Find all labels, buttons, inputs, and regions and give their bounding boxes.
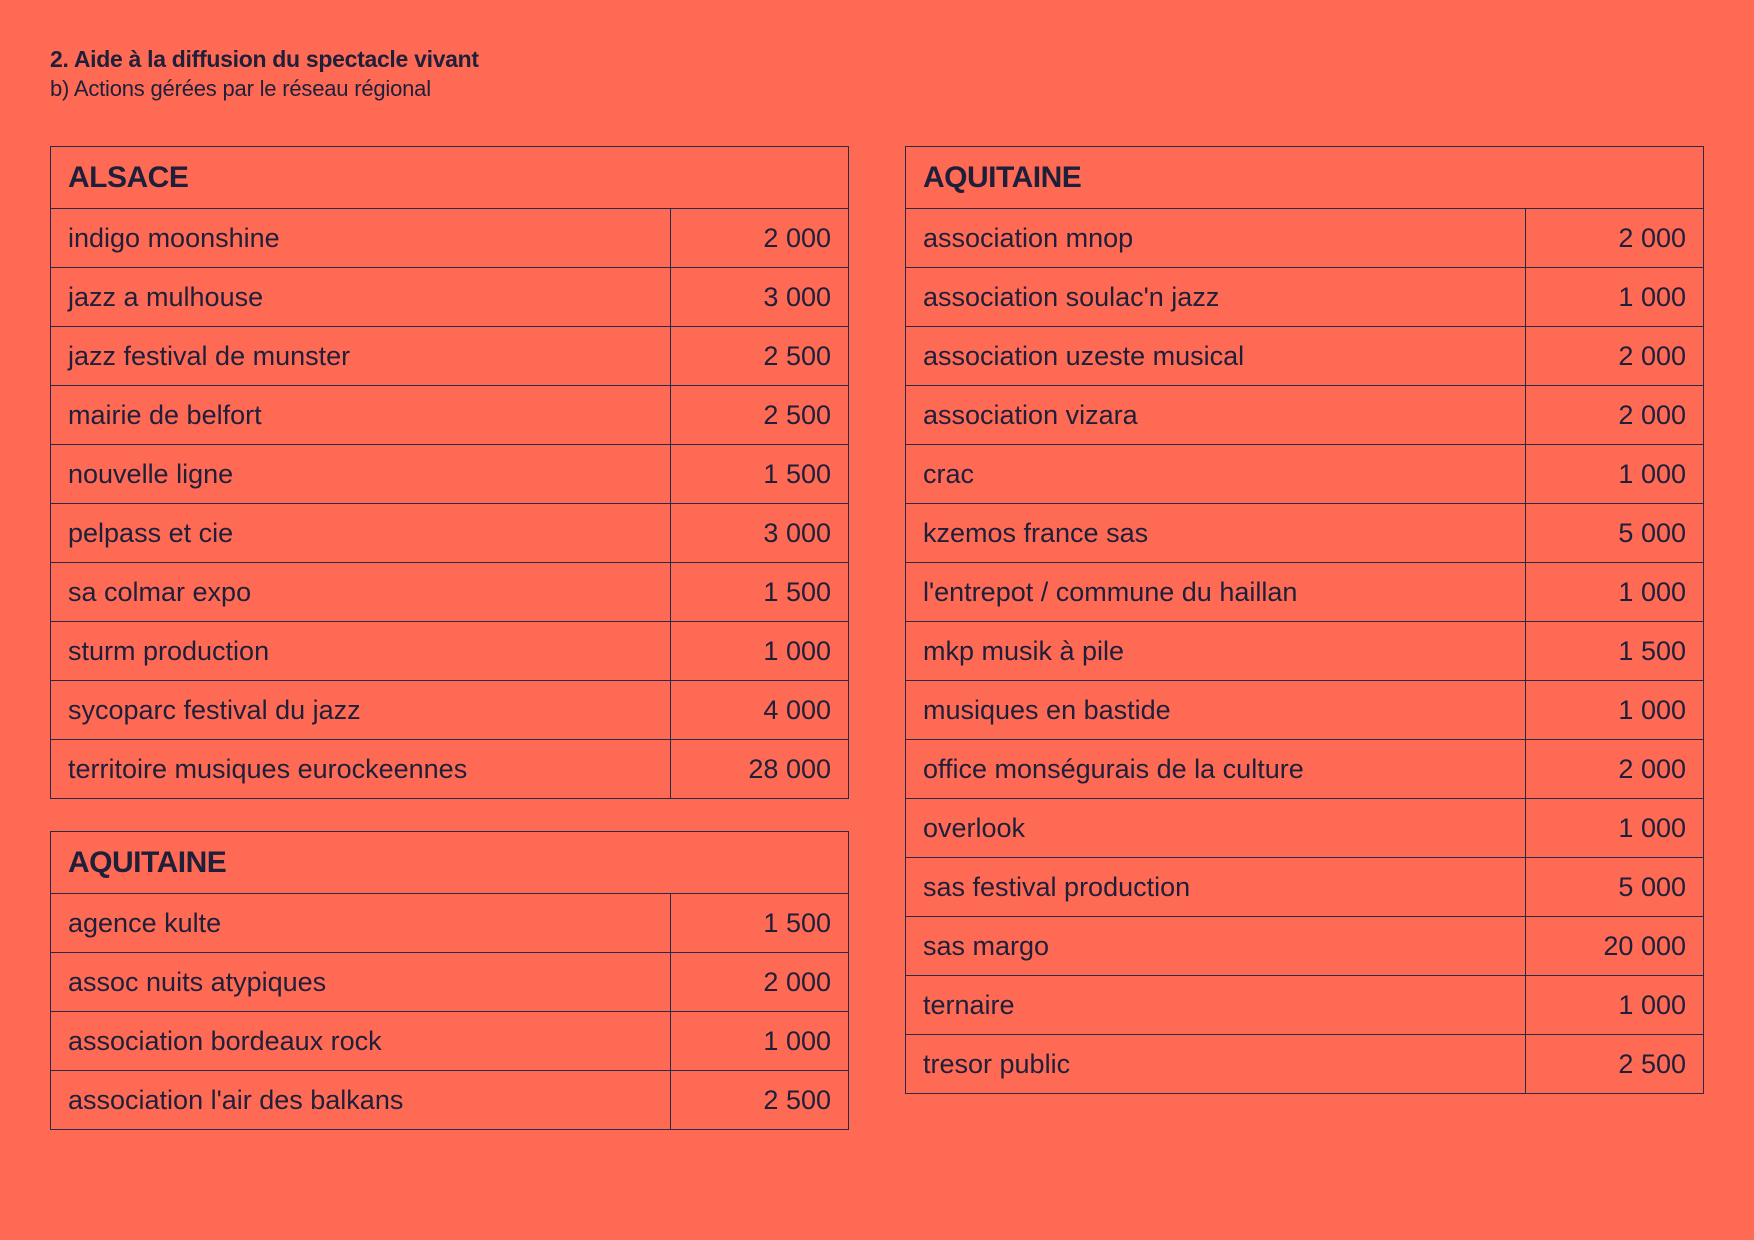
beneficiary-name: agence kulte [51,894,671,953]
table-aquitaine-2 [905,146,1704,1094]
beneficiary-name: crac [906,445,1526,504]
beneficiary-name: tresor public [906,1035,1526,1094]
amount-cell: 1 000 [1526,681,1704,740]
beneficiary-name: territoire musiques eurockeennes [51,740,671,799]
table-row [906,327,1704,386]
amount-cell: 2 500 [1526,1035,1704,1094]
table-row [906,917,1704,976]
table-row [906,445,1704,504]
beneficiary-name: jazz festival de munster [51,327,671,386]
amount-cell: 1 500 [671,445,849,504]
beneficiary-name: musiques en bastide [906,681,1526,740]
beneficiary-name: indigo moonshine [51,209,671,268]
table-row [51,622,849,681]
beneficiary-name: ternaire [906,976,1526,1035]
table-row [51,268,849,327]
region-header: AQUITAINE [51,832,849,894]
beneficiary-name: association bordeaux rock [51,1012,671,1071]
amount-cell: 1 000 [1526,445,1704,504]
table-row [906,1035,1704,1094]
table-row [906,268,1704,327]
beneficiary-name: kzemos france sas [906,504,1526,563]
region-header: AQUITAINE [906,147,1704,209]
amount-cell: 3 000 [671,504,849,563]
beneficiary-name: association l'air des balkans [51,1071,671,1130]
beneficiary-name: assoc nuits atypiques [51,953,671,1012]
amount-cell: 1 000 [671,622,849,681]
beneficiary-name: pelpass et cie [51,504,671,563]
table-alsace [50,146,849,799]
beneficiary-name: sa colmar expo [51,563,671,622]
beneficiary-name: association soulac'n jazz [906,268,1526,327]
table-row [906,622,1704,681]
table-row [51,740,849,799]
amount-cell: 1 500 [671,894,849,953]
amount-cell: 2 500 [671,1071,849,1130]
section-title: 2. Aide à la diffusion du spectacle vivant [50,46,479,72]
amount-cell: 20 000 [1526,917,1704,976]
section-subtitle: b) Actions gérées par le réseau régional [50,76,431,101]
beneficiary-name: overlook [906,799,1526,858]
amount-cell: 2 000 [1526,209,1704,268]
beneficiary-name: mkp musik à pile [906,622,1526,681]
beneficiary-name: sas margo [906,917,1526,976]
amount-cell: 1 500 [1526,622,1704,681]
table-row [906,209,1704,268]
table-row [906,563,1704,622]
table-aquitaine-1 [50,831,849,1130]
table-row [51,209,849,268]
amount-cell: 1 000 [1526,268,1704,327]
table-row [906,740,1704,799]
amount-cell: 2 500 [671,327,849,386]
amount-cell: 1 500 [671,563,849,622]
beneficiary-name: office monségurais de la culture [906,740,1526,799]
table-row [51,894,849,953]
beneficiary-name: sycoparc festival du jazz [51,681,671,740]
beneficiary-name: sturm production [51,622,671,681]
amount-cell: 2 000 [671,209,849,268]
amount-cell: 28 000 [671,740,849,799]
amount-cell: 5 000 [1526,858,1704,917]
table-row [51,504,849,563]
amount-cell: 2 000 [1526,327,1704,386]
beneficiary-name: mairie de belfort [51,386,671,445]
table-row [906,858,1704,917]
amount-cell: 1 000 [1526,976,1704,1035]
amount-cell: 2 000 [1526,740,1704,799]
amount-cell: 1 000 [1526,799,1704,858]
beneficiary-name: association vizara [906,386,1526,445]
table-row [51,563,849,622]
table-row [906,504,1704,563]
beneficiary-name: jazz a mulhouse [51,268,671,327]
amount-cell: 2 000 [1526,386,1704,445]
amount-cell: 3 000 [671,268,849,327]
page-heading [50,44,479,104]
beneficiary-name: nouvelle ligne [51,445,671,504]
table-row [51,1071,849,1130]
table-row [906,386,1704,445]
amount-cell: 2 500 [671,386,849,445]
beneficiary-name: association mnop [906,209,1526,268]
beneficiary-name: sas festival production [906,858,1526,917]
table-row [906,681,1704,740]
table-row [51,327,849,386]
amount-cell: 1 000 [671,1012,849,1071]
region-header: ALSACE [51,147,849,209]
table-row [51,1012,849,1071]
table-row [51,386,849,445]
table-row [51,681,849,740]
beneficiary-name: association uzeste musical [906,327,1526,386]
amount-cell: 1 000 [1526,563,1704,622]
table-row [906,799,1704,858]
amount-cell: 5 000 [1526,504,1704,563]
amount-cell: 2 000 [671,953,849,1012]
beneficiary-name: l'entrepot / commune du haillan [906,563,1526,622]
amount-cell: 4 000 [671,681,849,740]
table-row [906,976,1704,1035]
table-row [51,953,849,1012]
table-row [51,445,849,504]
